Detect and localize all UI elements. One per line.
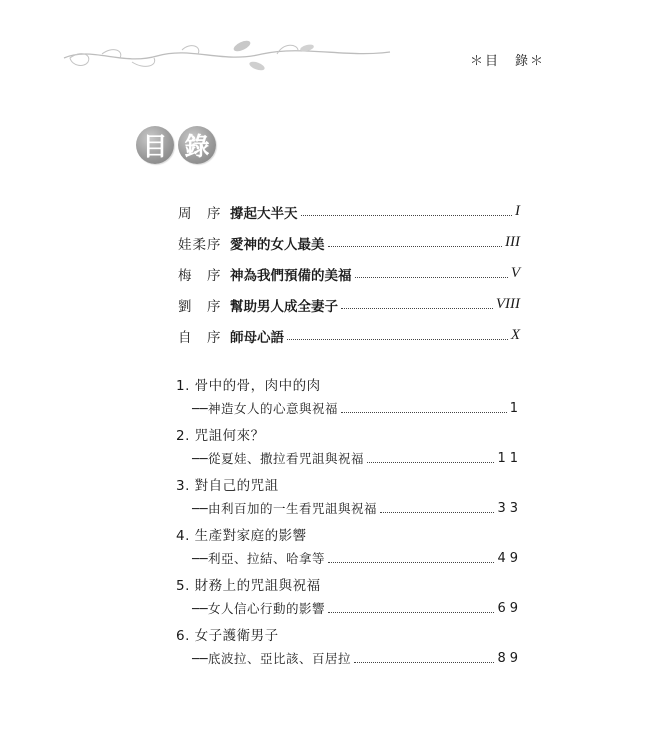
dot-leader bbox=[341, 412, 507, 413]
chapter-subtitle: ──女人信心行動的影響 bbox=[192, 601, 326, 616]
preface-entry[interactable] bbox=[178, 289, 520, 320]
dot-leader bbox=[354, 662, 494, 663]
chapter-title: 1. 骨中的骨，肉中的肉 bbox=[176, 378, 321, 394]
chapter-entry[interactable] bbox=[176, 575, 522, 625]
chapter-entry[interactable] bbox=[176, 475, 522, 525]
preface-entry[interactable] bbox=[178, 320, 520, 351]
dot-leader bbox=[380, 512, 494, 513]
chapter-entry[interactable] bbox=[176, 525, 522, 575]
chapter-subtitle: ──從夏娃、撒拉看咒詛與祝福 bbox=[192, 451, 365, 466]
chapter-subtitle: ──由利百加的一生看咒詛與祝福 bbox=[192, 501, 378, 516]
title-char-2: 錄 bbox=[178, 126, 216, 164]
chapter-subtitle: ──利亞、拉結、哈拿等 bbox=[192, 551, 326, 566]
preface-entry[interactable] bbox=[178, 196, 520, 227]
preface-author: 劉 序 bbox=[178, 298, 222, 315]
preface-entry[interactable] bbox=[178, 227, 520, 258]
title-char-1: 目 bbox=[136, 126, 174, 164]
preface-title: 幫助男人成全妻子 bbox=[230, 298, 338, 315]
preface-list bbox=[178, 196, 520, 351]
chapter-page: 69 bbox=[497, 600, 522, 616]
chapter-subtitle: ──底波拉、亞比該、百居拉 bbox=[192, 651, 352, 666]
preface-author: 梅 序 bbox=[178, 267, 222, 284]
chapter-title: 3. 對自己的咒詛 bbox=[176, 478, 279, 494]
preface-page: VIII bbox=[495, 296, 520, 312]
chapter-title: 5. 財務上的咒詛與祝福 bbox=[176, 578, 321, 594]
chapter-title: 2. 咒詛何來？ bbox=[176, 428, 265, 444]
chapter-entry[interactable] bbox=[176, 625, 522, 675]
preface-title: 愛神的女人最美 bbox=[230, 236, 325, 253]
decorative-vine-ornament bbox=[62, 36, 392, 76]
dot-leader bbox=[328, 562, 494, 563]
chapter-entry[interactable] bbox=[176, 375, 522, 425]
dot-leader bbox=[355, 277, 508, 278]
running-head: ＊目 錄＊ bbox=[470, 54, 546, 69]
preface-title: 師母心語 bbox=[230, 329, 284, 346]
chapter-list bbox=[176, 375, 522, 675]
preface-page: III bbox=[505, 234, 520, 250]
dot-leader bbox=[328, 246, 503, 247]
dot-leader bbox=[367, 462, 494, 463]
preface-author: 周 序 bbox=[178, 205, 222, 222]
chapter-title: 4. 生產對家庭的影響 bbox=[176, 528, 307, 544]
chapter-entry[interactable] bbox=[176, 425, 522, 475]
preface-title: 神為我們預備的美福 bbox=[230, 267, 352, 284]
preface-page: X bbox=[510, 327, 520, 343]
dot-leader bbox=[341, 308, 493, 309]
chapter-title: 6. 女子護衛男子 bbox=[176, 628, 279, 644]
chapter-page: 49 bbox=[497, 550, 522, 566]
preface-entry[interactable] bbox=[178, 258, 520, 289]
chapter-page: 33 bbox=[497, 500, 522, 516]
dot-leader bbox=[328, 612, 494, 613]
preface-author: 娃柔序 bbox=[178, 236, 222, 253]
chapter-page: 1 bbox=[509, 400, 522, 416]
chapter-subtitle: ──神造女人的心意與祝福 bbox=[192, 401, 339, 416]
preface-page: V bbox=[510, 265, 520, 281]
page-title bbox=[136, 126, 216, 164]
dot-leader bbox=[301, 215, 513, 216]
preface-title: 撐起大半天 bbox=[230, 205, 298, 222]
preface-page: I bbox=[515, 203, 520, 219]
dot-leader bbox=[287, 339, 508, 340]
chapter-page: 11 bbox=[497, 450, 522, 466]
preface-author: 自 序 bbox=[178, 329, 222, 346]
chapter-page: 89 bbox=[497, 650, 522, 666]
